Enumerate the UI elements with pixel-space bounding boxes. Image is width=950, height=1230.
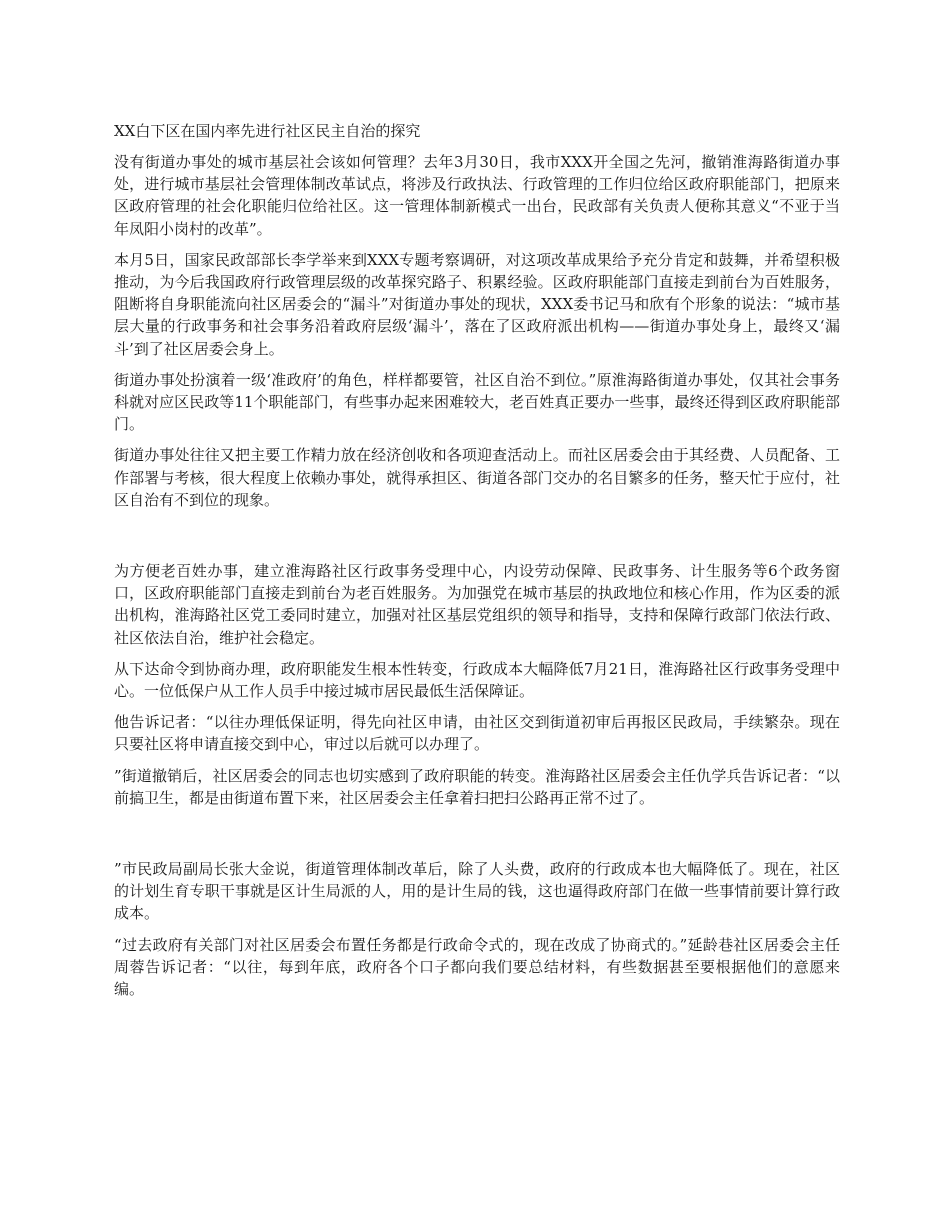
paragraph: 从下达命令到协商办理，政府职能发生根本性转变，行政成本大幅降低7月21日，淮海路社区行政事务受理中心。一位低保户从工作人员手中接过城市居民最低生活保障证。 [114, 659, 840, 701]
paragraph: 本月5日，国家民政部部长李学举来到XXX专题考察调研，对这项改革成果给予充分肯定和鼓舞，并希望积极推动，为今后我国政府行政管理层级的改革探究路子、积累经验。区政府职能部门直接走到前台为百姓服务，阻断将自身职能流向社区居委会的“漏斗”对街道办事处的现状，XXX委书记马和欣有个形象的说法：“城市基层大量的行政事务和社会事务沿着政府层级‘漏斗’，落在了区政府派出机构——街道办事处身上，最终又‘漏斗’到了社区居委会身上。 [114, 250, 840, 358]
document-body [114, 120, 840, 1009]
paragraph: 他告诉记者：“以往办理低保证明，得先向社区申请，由社区交到街道初审后再报区民政局，手续繁杂。现在只要社区将申请直接交到中心，审过以后就可以办理了。 [114, 713, 840, 754]
paragraph: 街道办事处扮演着一级‘准政府’的角色，样样都要管，社区自治不到位。”原淮海路街道办事处，仅其社会事务科就对应区民政等11个职能部门，有些事办起来困难较大，老百姓真正要办一些事，最终还得到区政府职能部门。 [114, 370, 840, 434]
paragraph: 街道办事处往往又把主要工作精力放在经济创收和各项迎查活动上。而社区居委会由于其经费、人员配备、工作部署与考核，很大程度上依赖办事处，就得承担区、街道各部门交办的名目繁多的任务，整天忙于应付，社区自治有不到位的现象。 [114, 446, 840, 509]
section-gap [114, 520, 840, 560]
paragraph: ”街道撤销后，社区居委会的同志也切实感到了政府职能的转变。淮海路社区居委会主任仇学兵告诉记者：“以前搞卫生，都是由街道布置下来，社区居委会主任拿着扫把扫公路再正常不过了。 [114, 766, 840, 807]
paragraph: ”市民政局副局长张大金说，街道管理体制改革后，除了人头费，政府的行政成本也大幅降低了。现在，社区的计划生育专职干事就是区计生局派的人，用的是计生局的钱，这也逼得政府部门在做一些事情前要计算行政成本。 [114, 860, 840, 923]
paragraph: “过去政府有关部门对社区居委会布置任务都是行政命令式的，现在改成了协商式的。”延龄巷社区居委会主任周蓉告诉记者：“以往，每到年底，政府各个口子都向我们要总结材料，有些数据甚至要根据他们的意愿来编。 [114, 935, 840, 999]
paragraph: 没有街道办事处的城市基层社会该如何管理？去年3月30日，我市XXX开全国之先河，撤销淮海路街道办事处，进行城市基层社会管理体制改革试点，将涉及行政执法、行政管理的工作归位给区政府职能部门，把原来区政府管理的社会化职能归位给社区。这一管理体制新模式一出台，民政部有关负责人便称其意义“不亚于当年凤阳小岗村的改革”。 [114, 153, 840, 238]
section-gap [114, 818, 840, 858]
document-title: XX白下区在国内率先进行社区民主自治的探究 [114, 122, 421, 140]
paragraph: 为方便老百姓办事，建立淮海路社区行政事务受理中心，内设劳动保障、民政事务、计生服务等6个政务窗口，区政府职能部门直接走到前台为老百姓服务。为加强党在城市基层的执政地位和核心作用，作为区委的派出机构，淮海路社区党工委同时建立，加强对社区基层党组织的领导和指导，支持和保障行政部门依法行政、社区依法自治，维护社会稳定。 [114, 562, 840, 647]
